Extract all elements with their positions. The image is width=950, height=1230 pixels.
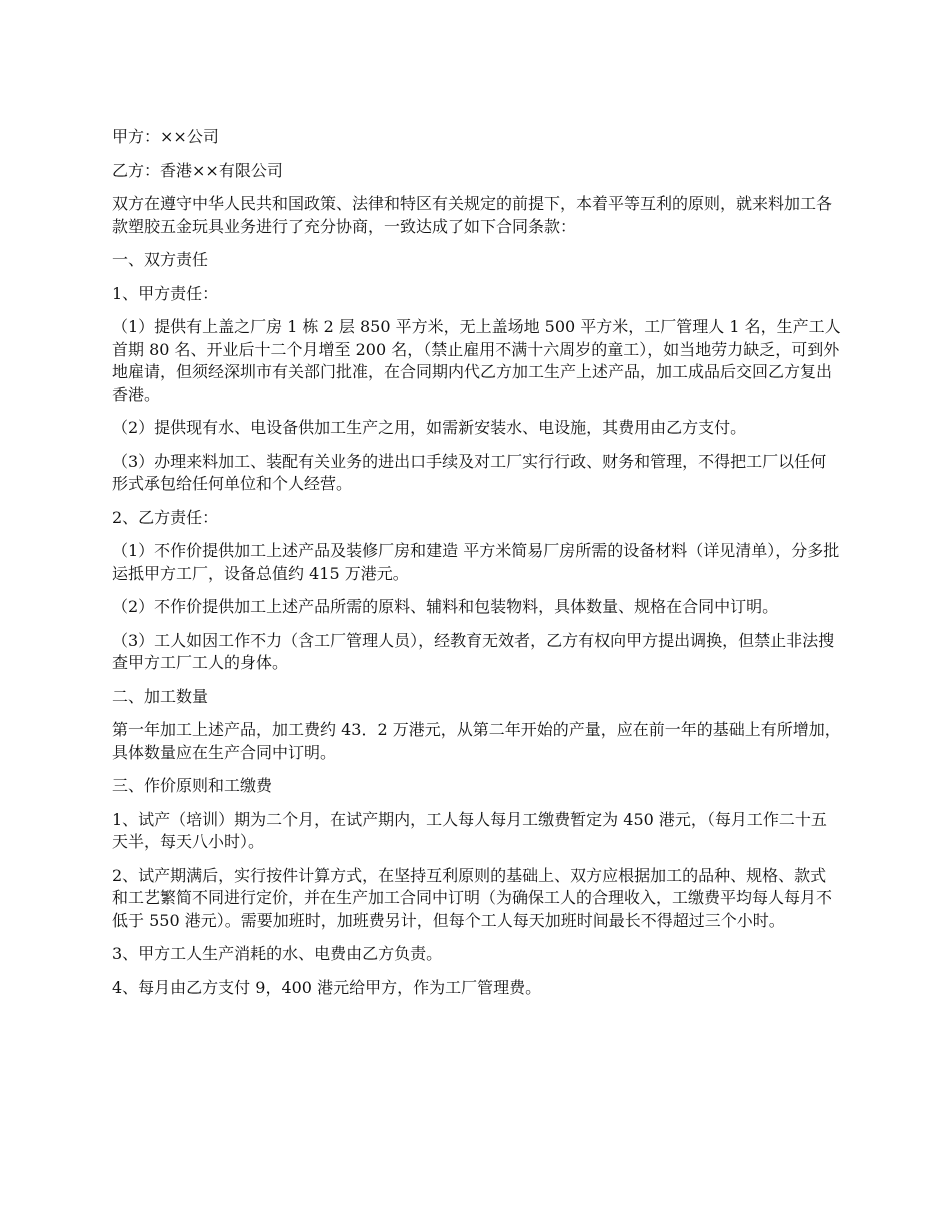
preamble-paragraph: 双方在遵守中华人民共和国政策、法律和特区有关规定的前提下，本着平等互利的原则，就来料加工各款塑胶五金玩具业务进行了充分协商，一致达成了如下合同条款： [112,194,833,236]
pricing-clause-3: 3、甲方工人生产消耗的水、电费由乙方负责。 [112,944,443,963]
pricing-clause-2: 2、试产期满后，实行按件计算方式，在坚持互利原则的基础上、双方应根据加工的品种、规格、款式和工艺繁简不同进行定价，并在生产加工合同中订明（为确保工人的合理收入，工缴费平均每人每月不低于 550 港元）。需要加班时，加班费另计，但每个工人每天加班时间最长不得超过三个小时。 [112,865,833,930]
party-a-clause-3: （3）办理来料加工、装配有关业务的进出口手续及对工厂实行行政、财务和管理，不得把工厂以任何形式承包给任何单位和个人经营。 [112,451,827,493]
party-a-line: 甲方：××公司 [112,127,219,146]
party-b-clause-3: （3）工人如因工作不力（含工厂管理人员），经教育无效者，乙方有权向甲方提出调换，但禁止非法搜查甲方工厂工人的身体。 [112,630,835,672]
party-b-line: 乙方：香港××有限公司 [112,160,283,180]
party-a-clause-1: （1）提供有上盖之厂房 1 栋 2 层 850 平方米，无上盖场地 500 平方米，工厂管理人 1 名，生产工人首期 80 名、开业后十二个月增至 200 名，（禁止雇用不满十六周岁的童工），如当地劳力缺乏，可到外地雇请，但须经深圳市有关部门批准，在合同期内代乙方加工生产上述产品，加工成品后交回乙方复出香港。 [112,317,841,404]
subheading-party-a-responsibilities: 1、甲方责任： [112,283,219,303]
contract-document [112,126,842,1010]
party-b-clause-2: （2）不作价提供加工上述产品所需的原料、辅料和包装物料，具体数量、规格在合同中订明。 [112,597,779,616]
pricing-clause-1: 1、试产（培训）期为二个月，在试产期内，工人每人每月工缴费暂定为 450 港元，（每月工作二十五天半，每天八小时）。 [112,809,827,851]
party-a-clause-2: （2）提供现有水、电设备供加工生产之用，如需新安装水、电设施，其费用由乙方支付。 [112,418,747,437]
section-heading-quantity: 二、加工数量 [112,686,209,706]
section-heading-responsibilities: 一、双方责任 [112,250,209,269]
party-b-clause-1: （1）不作价提供加工上述产品及装修厂房和建造 平方米简易厂房所需的设备材料（详见清单），分多批运抵甲方工厂，设备总值约 415 万港元。 [112,541,840,583]
pricing-clause-4: 4、每月由乙方支付 9，400 港元给甲方，作为工厂管理费。 [112,977,542,997]
quantity-paragraph: 第一年加工上述产品，加工费约 43．2 万港元，从第二年开始的产量，应在前一年的基础上有所增加，具体数量应在生产合同中订明。 [112,720,841,762]
section-heading-pricing: 三、作价原则和工缴费 [112,776,273,795]
subheading-party-b-responsibilities: 2、乙方责任： [112,507,219,527]
